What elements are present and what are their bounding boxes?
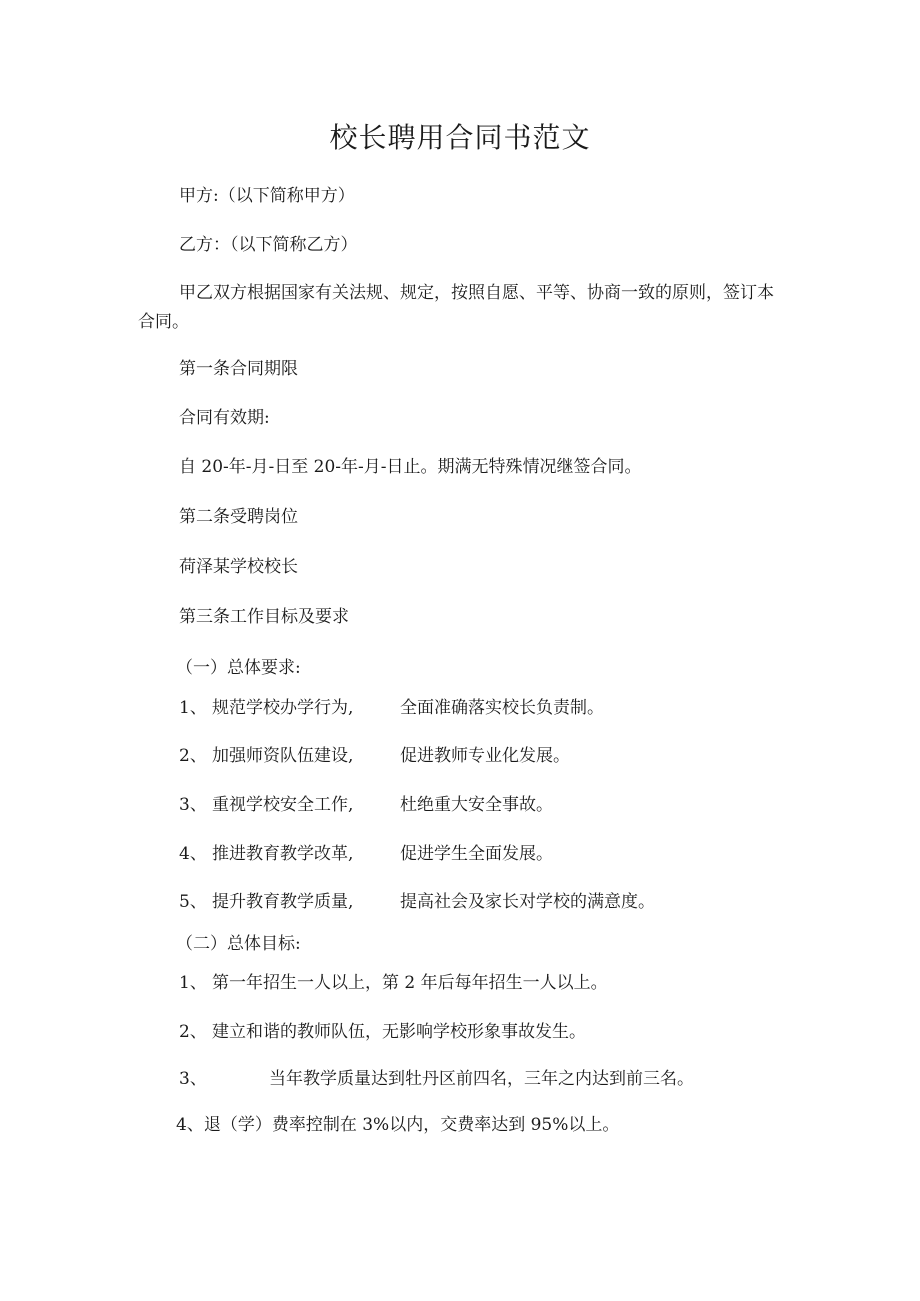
goal-number: 2、	[179, 1022, 207, 1042]
goal-item	[176, 1112, 619, 1138]
requirement-number: 2、	[179, 746, 207, 766]
party-a-line: 甲方:（以下简称甲方）	[179, 186, 355, 206]
goal-item	[179, 1066, 694, 1092]
article2-heading: 第二条受聘岗位	[179, 507, 298, 527]
goal-text: 建立和谐的教师队伍，无影响学校形象事故发生。	[212, 1022, 586, 1042]
goal-text: 第一年招生一人以上，第 2 年后每年招生一人以上。	[212, 973, 608, 993]
requirement-left-text: 提升教育教学质量,	[212, 892, 354, 912]
party-b-line: 乙方：（以下简称乙方）	[179, 235, 358, 255]
requirement-number: 4、	[179, 844, 207, 864]
requirement-right-text: 提高社会及家长对学校的满意度。	[400, 892, 655, 912]
goal-text: 退（学）费率控制在 3%以内，交费率达到 95%以上。	[203, 1115, 620, 1135]
article2-position-text: 荷泽某学校校长	[179, 557, 298, 577]
goal-text: 当年教学质量达到牡丹区前四名，三年之内达到前三名。	[269, 1069, 694, 1089]
preamble-paragraph: 甲乙双方根据国家有关法规、规定，按照自愿、平等、协商一致的原则，签订本合同。	[138, 283, 774, 332]
document-title: 校长聘用合同书范文	[329, 121, 591, 154]
requirement-item	[179, 695, 353, 721]
goal-number: 1、	[179, 973, 207, 993]
article1-term-text: 自 20-年-月-日至 20-年-月-日止。期满无特殊情况继签合同。	[179, 457, 642, 477]
goal-item	[179, 1019, 586, 1045]
article1-heading: 第一条合同期限	[179, 359, 298, 379]
requirement-item	[179, 841, 353, 867]
requirement-left-text: 加强师资队伍建设,	[212, 746, 354, 766]
requirement-left-text: 重视学校安全工作,	[212, 795, 354, 815]
requirement-right-text: 促进教师专业化发展。	[400, 746, 570, 766]
requirement-right-text: 促进学生全面发展。	[400, 844, 553, 864]
requirement-number: 3、	[179, 795, 207, 815]
goal-number: 4、	[176, 1115, 204, 1135]
goal-number: 3、	[179, 1069, 207, 1089]
requirement-right-text: 全面准确落实校长负责制。	[400, 698, 604, 718]
goals-heading: （二）总体目标:	[176, 934, 301, 954]
article1-validity-label: 合同有效期:	[179, 408, 270, 428]
requirement-left-text: 规范学校办学行为,	[212, 698, 354, 718]
goal-item	[179, 970, 608, 996]
requirement-item	[179, 889, 353, 915]
requirement-item	[179, 792, 353, 818]
requirement-left-text: 推进教育教学改革,	[212, 844, 354, 864]
requirement-item	[179, 743, 353, 769]
article3-heading: 第三条工作目标及要求	[179, 607, 349, 627]
requirement-number: 1、	[179, 698, 207, 718]
requirement-number: 5、	[179, 892, 207, 912]
requirements-heading: （一）总体要求:	[176, 658, 301, 678]
requirement-right-text: 杜绝重大安全事故。	[400, 795, 553, 815]
